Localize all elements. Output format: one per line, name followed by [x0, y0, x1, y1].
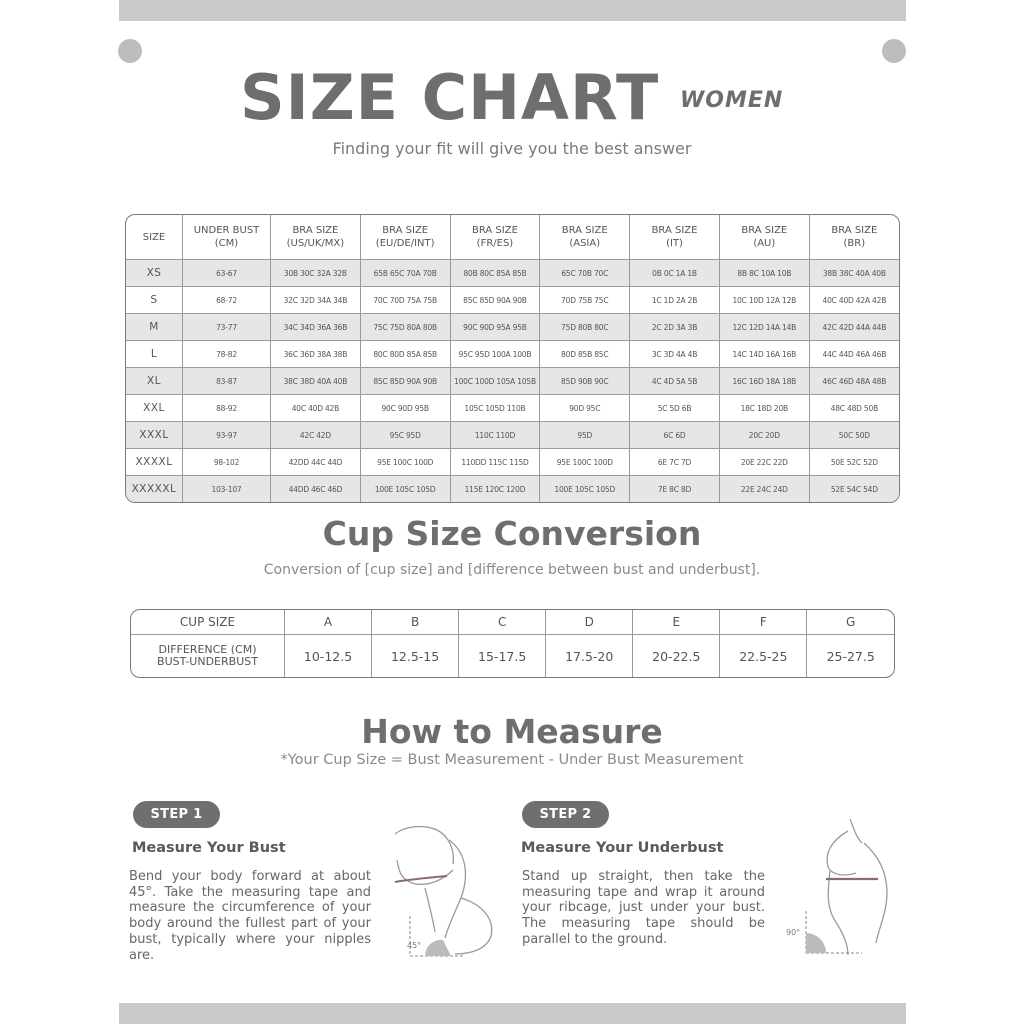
- size-table-cell: 90C 90D 95B: [360, 395, 450, 422]
- size-table-cell: 63-67: [183, 260, 271, 287]
- size-table-cell: 46C 46D 48A 48B: [809, 368, 899, 395]
- size-table-cell: 105C 105D 110B: [450, 395, 540, 422]
- size-table-cell: 22E 24C 24D: [719, 476, 809, 502]
- difference-cell: 12.5-15: [372, 635, 459, 677]
- size-table-cell: 36C 36D 38A 38B: [271, 341, 361, 368]
- bottom-band: [119, 1003, 906, 1024]
- size-table-cell: 2C 2D 3A 3B: [630, 314, 720, 341]
- size-table-header-line: BRA SIZE: [741, 225, 788, 236]
- size-table-cell: 100C 100D 105A 105B: [450, 368, 540, 395]
- size-table-cell: 44DD 46C 46D: [271, 476, 361, 502]
- cup-section-title: Cup Size Conversion: [322, 514, 702, 553]
- size-table-cell: 4C 4D 5A 5B: [630, 368, 720, 395]
- size-table-cell: 78-82: [183, 341, 271, 368]
- difference-cell: 10-12.5: [285, 635, 372, 677]
- size-table-cell: 50C 50D: [809, 422, 899, 449]
- size-table-cell: 42C 42D: [271, 422, 361, 449]
- difference-cell: 17.5-20: [546, 635, 633, 677]
- difference-cell: 25-27.5: [807, 635, 894, 677]
- size-table-header-1: [183, 215, 271, 260]
- size-table-cell: 38C 38D 40A 40B: [271, 368, 361, 395]
- size-table-header-5: [540, 215, 630, 260]
- size-table-cell: 98-102: [183, 449, 271, 476]
- size-label-cell: XXL: [126, 395, 183, 422]
- size-table-cell: 30B 30C 32A 32B: [271, 260, 361, 287]
- size-table-cell: 103-107: [183, 476, 271, 502]
- size-table-header-4: [450, 215, 540, 260]
- size-table-cell: 38B 38C 40A 40B: [809, 260, 899, 287]
- size-table-row: [126, 449, 899, 476]
- size-table-cell: 90C 90D 95A 95B: [450, 314, 540, 341]
- cup-size-cell: G: [807, 610, 894, 635]
- size-table-cell: 65C 70B 70C: [540, 260, 630, 287]
- size-table-cell: 70D 75B 75C: [540, 287, 630, 314]
- size-table-cell: 110DD 115C 115D: [450, 449, 540, 476]
- size-label-cell: L: [126, 341, 183, 368]
- size-table-cell: 12C 12D 14A 14B: [719, 314, 809, 341]
- size-label-cell: XXXXXL: [126, 476, 183, 502]
- size-table-header-line: (IT): [666, 238, 683, 249]
- bend-forward-figure-illustration: [385, 820, 500, 960]
- size-table-cell: 75C 75D 80A 80B: [360, 314, 450, 341]
- size-table-cell: 40C 40D 42B: [271, 395, 361, 422]
- size-table-header-line: BRA SIZE: [382, 225, 429, 236]
- size-table-cell: 50E 52C 52D: [809, 449, 899, 476]
- step2-badge: STEP 2: [522, 801, 609, 828]
- cup-size-cell: E: [633, 610, 720, 635]
- size-table-row: [126, 476, 899, 502]
- size-table-cell: 34C 34D 36A 36B: [271, 314, 361, 341]
- size-table-cell: 48C 48D 50B: [809, 395, 899, 422]
- size-table-cell: 100E 105C 105D: [540, 476, 630, 502]
- size-table-header-0: [126, 215, 183, 260]
- size-table-cell: 6C 6D: [630, 422, 720, 449]
- size-table-row: [126, 395, 899, 422]
- size-table-cell: 85C 85D 90A 90B: [450, 287, 540, 314]
- size-table-cell: 52E 54C 54D: [809, 476, 899, 502]
- size-table-header-line: (US/UK/MX): [286, 238, 345, 249]
- size-table-cell: 83-87: [183, 368, 271, 395]
- measure-formula: *Your Cup Size = Bust Measurement - Under Bust Measurement: [280, 752, 744, 768]
- size-table-cell: 32C 32D 34A 34B: [271, 287, 361, 314]
- size-table-cell: 88-92: [183, 395, 271, 422]
- size-table-header-line: (FR/ES): [476, 238, 514, 249]
- size-table-header-line: (CM): [214, 238, 239, 249]
- size-label-cell: XL: [126, 368, 183, 395]
- size-table-header-line: (ASIA): [569, 238, 601, 249]
- size-table-cell: 80B 80C 85A 85B: [450, 260, 540, 287]
- size-table-row: [126, 287, 899, 314]
- size-label-cell: XXXL: [126, 422, 183, 449]
- cup-size-label: CUP SIZE: [131, 610, 285, 635]
- size-table-cell: 40C 40D 42A 42B: [809, 287, 899, 314]
- size-table-header-line: (AU): [753, 238, 776, 249]
- size-table-cell: 10C 10D 12A 12B: [719, 287, 809, 314]
- size-label-cell: XS: [126, 260, 183, 287]
- size-table-cell: 93-97: [183, 422, 271, 449]
- size-table-cell: 8B 8C 10A 10B: [719, 260, 809, 287]
- size-table-header-line: SIZE: [142, 231, 166, 243]
- measure-section-title: How to Measure: [361, 712, 663, 751]
- size-table-cell: 65B 65C 70A 70B: [360, 260, 450, 287]
- size-table-header-line: (EU/DE/INT): [375, 238, 435, 249]
- size-table-row: [126, 314, 899, 341]
- size-table-cell: 73-77: [183, 314, 271, 341]
- size-label-cell: XXXXL: [126, 449, 183, 476]
- size-table-cell: 18C 18D 20B: [719, 395, 809, 422]
- step2-text: Stand up straight, then take the measuring tape and wrap it around your ribcage, just under your bust. The measuring tape should be parallel to the ground.: [522, 869, 765, 947]
- size-table-header-8: [809, 215, 899, 260]
- cup-section-subtitle: Conversion of [cup size] and [difference between bust and underbust].: [263, 562, 761, 578]
- size-table-header-line: BRA SIZE: [292, 225, 339, 236]
- difference-cell: 20-22.5: [633, 635, 720, 677]
- size-table-header-3: [360, 215, 450, 260]
- size-table-cell: 115E 120C 120D: [450, 476, 540, 502]
- size-table-cell: 0B 0C 1A 1B: [630, 260, 720, 287]
- size-table-header-6: [630, 215, 720, 260]
- size-table-cell: 3C 3D 4A 4B: [630, 341, 720, 368]
- size-table-cell: 80C 80D 85A 85B: [360, 341, 450, 368]
- top-band: [119, 0, 906, 21]
- cup-size-cell: C: [459, 610, 546, 635]
- size-table-cell: 100E 105C 105D: [360, 476, 450, 502]
- size-table-header-line: BRA SIZE: [651, 225, 698, 236]
- size-table-header-line: (BR): [843, 238, 866, 249]
- size-table-cell: 14C 14D 16A 16B: [719, 341, 809, 368]
- page-title: SIZE CHART: [240, 61, 660, 134]
- size-table-cell: 95D: [540, 422, 630, 449]
- cup-size-cell: A: [285, 610, 372, 635]
- step2-heading: Measure Your Underbust: [521, 840, 724, 856]
- size-table-header-line: UNDER BUST: [193, 225, 260, 236]
- size-table-cell: 85D 90B 90C: [540, 368, 630, 395]
- difference-cell: 15-17.5: [459, 635, 546, 677]
- step1-angle-label: 45°: [407, 941, 422, 950]
- size-table-cell: 1C 1D 2A 2B: [630, 287, 720, 314]
- step1-text: Bend your body forward at about 45°. Take the measuring tape and measure the circumference of your body around the fullest part of your bust, typically where your nipples are.: [129, 869, 371, 963]
- size-table-row: [126, 341, 899, 368]
- step2-angle-label: 90°: [786, 928, 801, 937]
- cup-size-cell: B: [372, 610, 459, 635]
- difference-label-line2: BUST-UNDERBUST: [157, 655, 258, 669]
- size-table-cell: 20C 20D: [719, 422, 809, 449]
- size-chart-table: [125, 214, 900, 503]
- size-label-cell: M: [126, 314, 183, 341]
- title-tag: WOMEN: [680, 88, 784, 113]
- page-subtitle: Finding your fit will give you the best answer: [332, 139, 692, 158]
- size-table-cell: 95E 100C 100D: [540, 449, 630, 476]
- size-table-cell: 6E 7C 7D: [630, 449, 720, 476]
- size-table-cell: 42DD 44C 44D: [271, 449, 361, 476]
- size-table-cell: 20E 22C 22D: [719, 449, 809, 476]
- size-table-cell: 5C 5D 6B: [630, 395, 720, 422]
- size-table-row: [126, 422, 899, 449]
- size-table-cell: 75D 80B 80C: [540, 314, 630, 341]
- size-table-cell: 95C 95D 100A 100B: [450, 341, 540, 368]
- size-table-cell: 44C 44D 46A 46B: [809, 341, 899, 368]
- step1-heading: Measure Your Bust: [132, 840, 286, 856]
- size-table-cell: 42C 42D 44A 44B: [809, 314, 899, 341]
- size-table-cell: 7E 8C 8D: [630, 476, 720, 502]
- difference-cell: 22.5-25: [720, 635, 807, 677]
- cup-size-cell: F: [720, 610, 807, 635]
- size-table-cell: 16C 16D 18A 18B: [719, 368, 809, 395]
- step1-badge: STEP 1: [133, 801, 220, 828]
- size-table-header-line: BRA SIZE: [831, 225, 878, 236]
- size-label-cell: S: [126, 287, 183, 314]
- right-hole-decoration: [882, 39, 906, 63]
- standing-figure-illustration: [778, 815, 898, 960]
- size-table-cell: 68-72: [183, 287, 271, 314]
- cup-conversion-table: [130, 609, 895, 678]
- size-table-header-2: [271, 215, 361, 260]
- size-table-cell: 90D 95C: [540, 395, 630, 422]
- size-table-cell: 85C 85D 90A 90B: [360, 368, 450, 395]
- size-table-row: [126, 260, 899, 287]
- size-table-cell: 80D 85B 85C: [540, 341, 630, 368]
- left-hole-decoration: [118, 39, 142, 63]
- size-table-cell: 70C 70D 75A 75B: [360, 287, 450, 314]
- cup-size-cell: D: [546, 610, 633, 635]
- size-table-cell: 95E 100C 100D: [360, 449, 450, 476]
- size-table-cell: 95C 95D: [360, 422, 450, 449]
- difference-label: [131, 635, 285, 677]
- size-table-cell: 110C 110D: [450, 422, 540, 449]
- size-table-header-line: BRA SIZE: [472, 225, 518, 236]
- difference-label-line1: DIFFERENCE (CM): [158, 643, 257, 657]
- size-table-header-line: BRA SIZE: [561, 225, 608, 236]
- size-table-header-7: [719, 215, 809, 260]
- size-table-row: [126, 368, 899, 395]
